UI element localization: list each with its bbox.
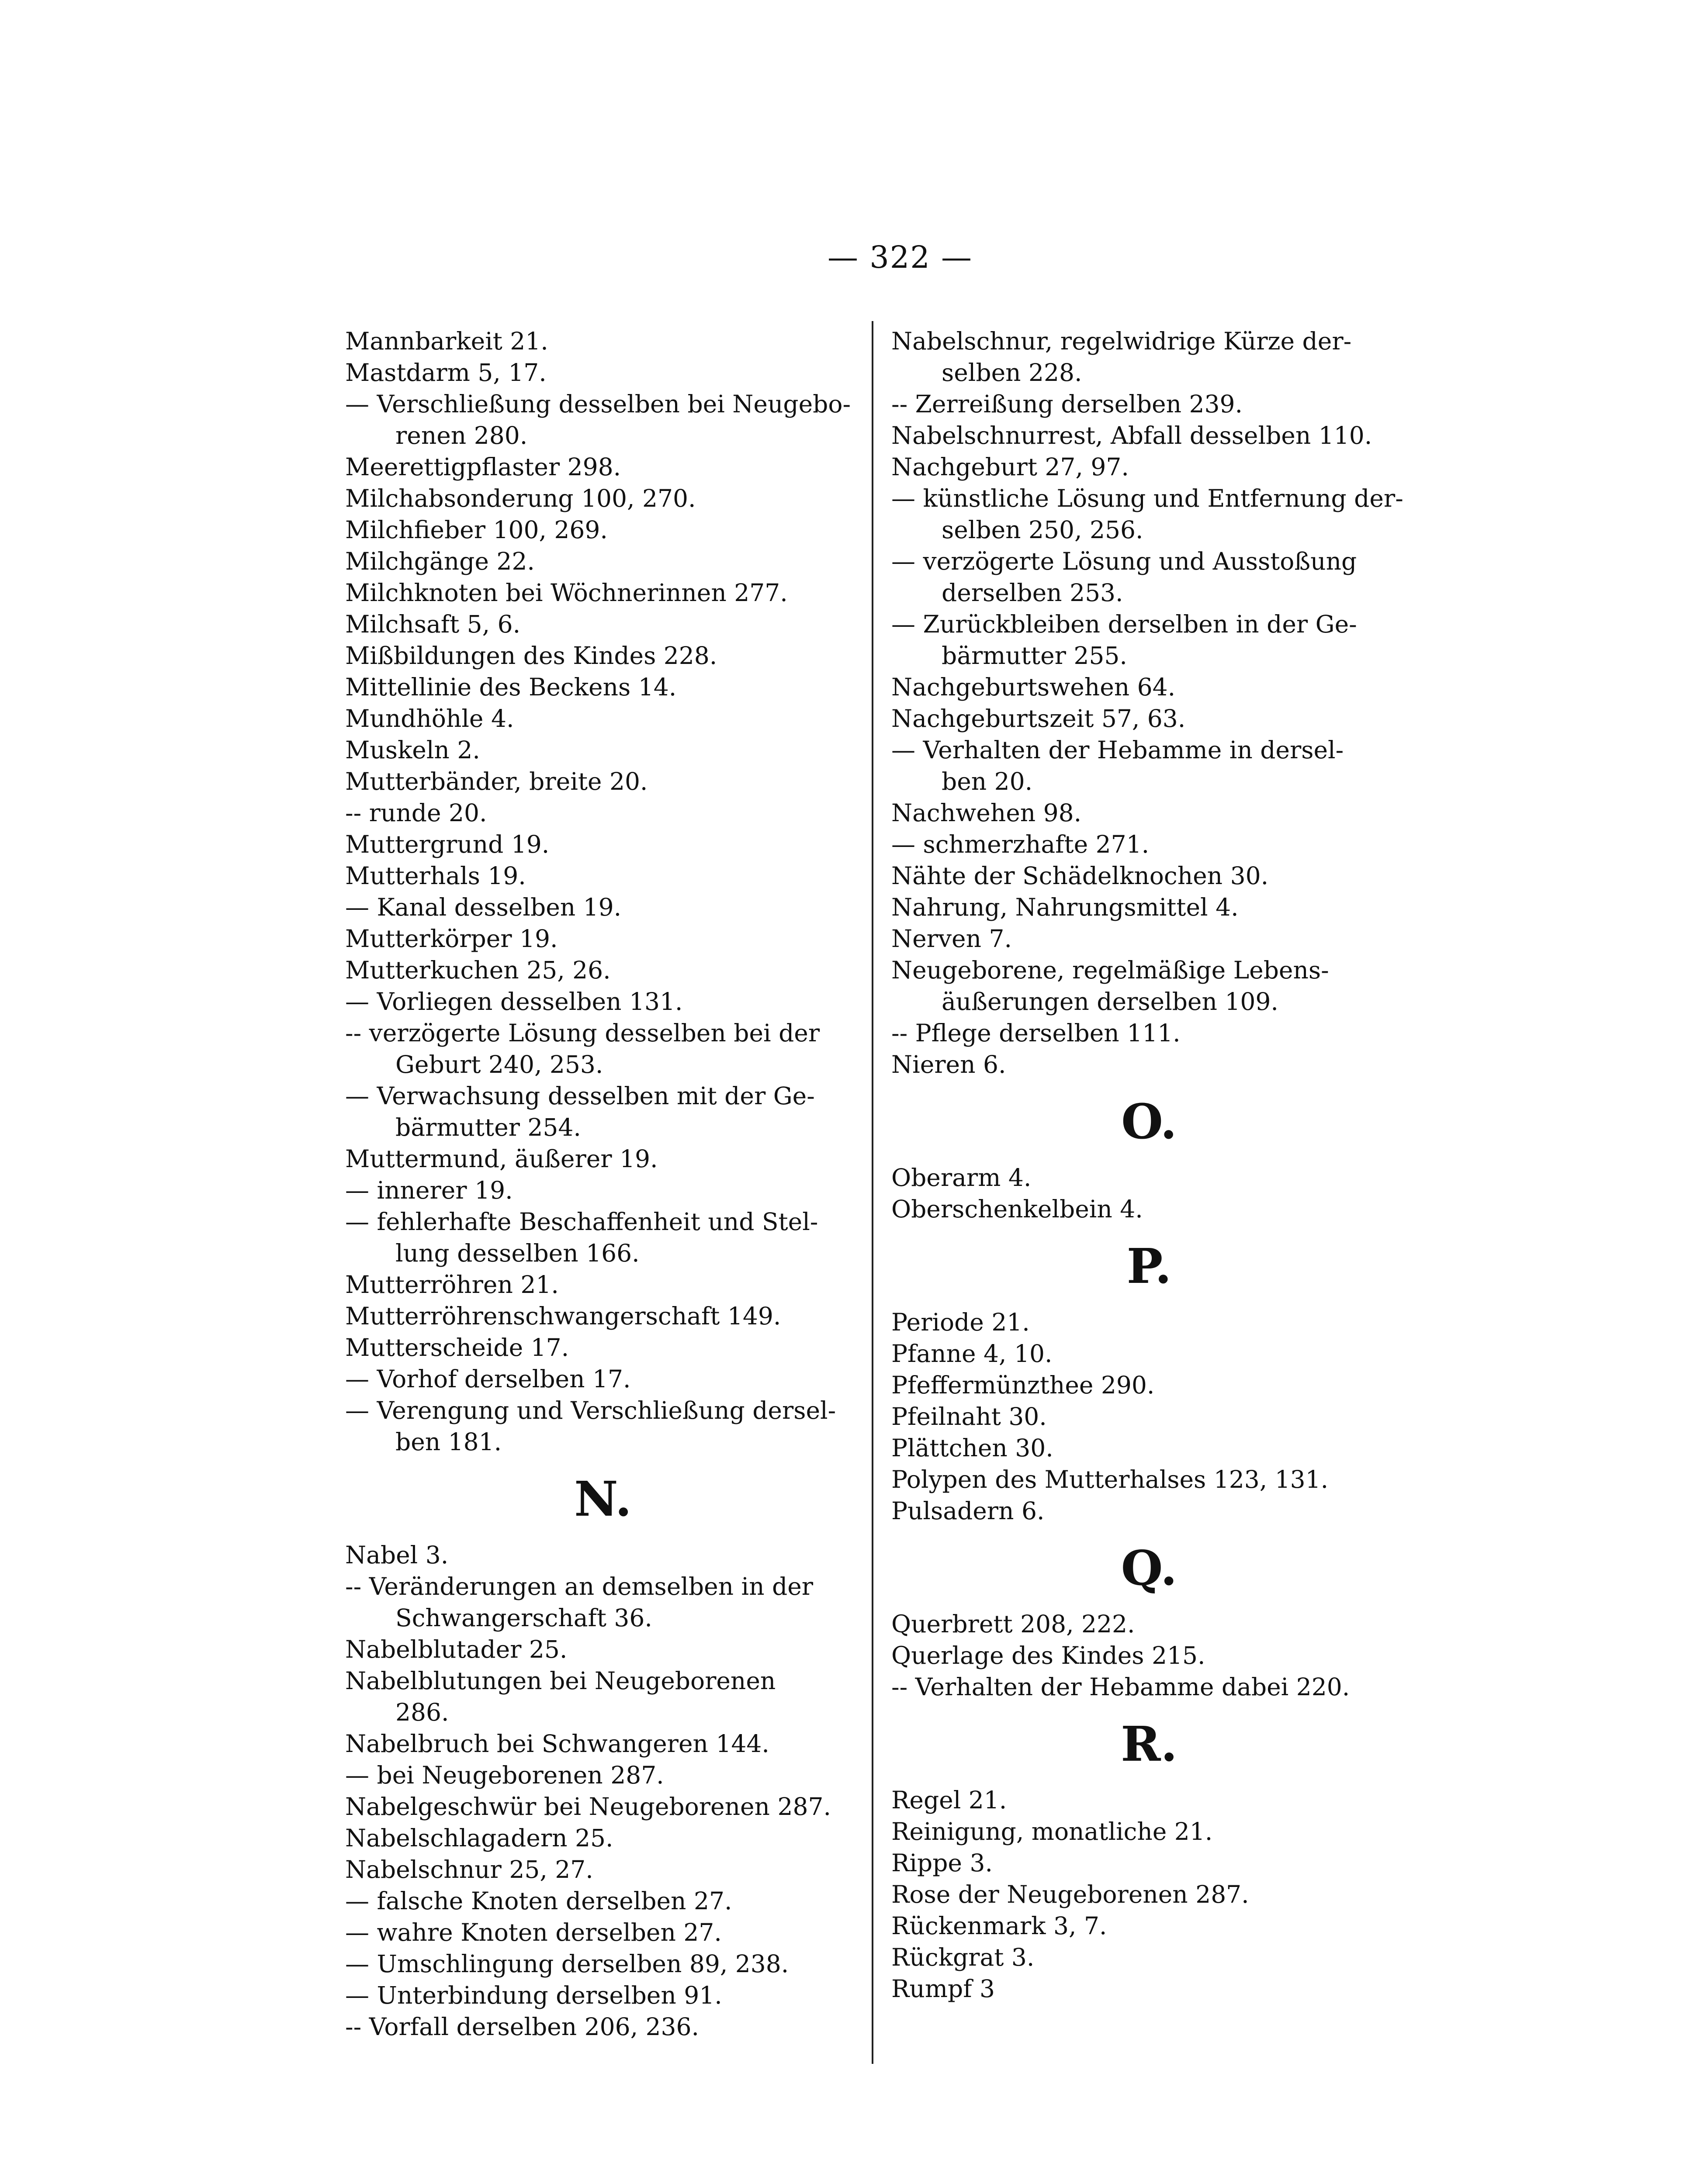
- index-entry-continuation: renen 280.: [395, 422, 528, 449]
- index-entry: Milchsaft 5, 6.: [345, 610, 521, 638]
- index-entry: Mutterhals 19.: [345, 862, 526, 890]
- index-entry: Rippe 3.: [891, 1849, 993, 1877]
- index-entry-continuation: selben 250, 256.: [942, 516, 1143, 544]
- index-column-right: [891, 325, 1407, 2004]
- index-entry: -- Pflege derselben 111.: [891, 1019, 1181, 1047]
- index-entry: Rumpf 3: [891, 1975, 995, 2003]
- index-entry: — Kanal desselben 19.: [345, 893, 622, 921]
- index-entry: Mutterröhrenschwangerschaft 149.: [345, 1302, 781, 1330]
- index-entry: Mundhöhle 4.: [345, 705, 514, 733]
- index-entry: Rückgrat 3.: [891, 1943, 1035, 1971]
- index-entry: Nabelgeschwür bei Neugeborenen 287.: [345, 1793, 831, 1821]
- column-divider: [872, 321, 873, 2064]
- section-letter-heading: O.: [1121, 1093, 1177, 1150]
- index-entry: — wahre Knoten derselben 27.: [345, 1918, 722, 1946]
- index-entry: Nachgeburtswehen 64.: [891, 673, 1176, 701]
- index-entry: Querlage des Kindes 215.: [891, 1641, 1205, 1669]
- index-entry: — Unterbindung derselben 91.: [345, 1981, 722, 2009]
- index-entry: Mutterkuchen 25, 26.: [345, 956, 611, 984]
- index-entry: -- Vorfall derselben 206, 236.: [345, 2013, 700, 2041]
- index-entry: Rose der Neugeborenen 287.: [891, 1880, 1249, 1908]
- index-entry: Mißbildungen des Kindes 228.: [345, 642, 717, 670]
- index-entry: Nachwehen 98.: [891, 799, 1082, 827]
- index-entry-continuation: ben 20.: [942, 767, 1033, 795]
- index-entry: Mutterbänder, breite 20.: [345, 767, 648, 795]
- index-entry-continuation: Schwangerschaft 36.: [395, 1604, 652, 1632]
- section-letter-heading: P.: [1126, 1238, 1172, 1294]
- index-entry: — fehlerhafte Beschaffenheit und Stel-: [345, 1208, 818, 1236]
- index-entry: Nabelschnur 25, 27.: [345, 1856, 593, 1883]
- index-entry: Nieren 6.: [891, 1051, 1006, 1078]
- index-entry: Nachgeburt 27, 97.: [891, 453, 1129, 481]
- index-entry: Querbrett 208, 222.: [891, 1610, 1135, 1638]
- index-entry: Nerven 7.: [891, 925, 1012, 953]
- index-entry: Rückenmark 3, 7.: [891, 1912, 1107, 1940]
- index-entry: Nähte der Schädelknochen 30.: [891, 862, 1269, 890]
- index-entry: Regel 21.: [891, 1786, 1007, 1814]
- page-number: — 322 —: [827, 239, 973, 275]
- index-entry: Mannbarkeit 21.: [345, 327, 548, 355]
- index-entry: Pfanne 4, 10.: [891, 1340, 1053, 1368]
- index-entry: Oberschenkelbein 4.: [891, 1195, 1143, 1223]
- index-entry: — Verwachsung desselben mit der Ge-: [345, 1082, 815, 1110]
- index-entry: — schmerzhafte 271.: [891, 830, 1150, 858]
- index-entry: Milchgänge 22.: [345, 547, 535, 575]
- index-entry: Mastdarm 5, 17.: [345, 359, 547, 387]
- index-entry: Milchabsonderung 100, 270.: [345, 484, 696, 512]
- index-entry: — Zurückbleiben derselben in der Ge-: [891, 610, 1357, 638]
- index-entry: Nabelblutader 25.: [345, 1635, 568, 1663]
- index-entry: Nabel 3.: [345, 1541, 449, 1569]
- index-entry: -- Verhalten der Hebamme dabei 220.: [891, 1673, 1350, 1701]
- index-entry-continuation: derselben 253.: [942, 579, 1123, 607]
- index-entry-continuation: bärmutter 254.: [395, 1113, 581, 1141]
- index-entry: Plättchen 30.: [891, 1434, 1053, 1462]
- index-entry: Reinigung, monatliche 21.: [891, 1818, 1213, 1845]
- index-entry: Nabelbruch bei Schwangeren 144.: [345, 1730, 769, 1758]
- index-entry: — falsche Knoten derselben 27.: [345, 1887, 732, 1915]
- index-entry-continuation: 286.: [395, 1698, 449, 1726]
- index-entry: Meerettigpflaster 298.: [345, 453, 621, 481]
- index-entry: Pfeffermünzthee 290.: [891, 1371, 1155, 1399]
- index-entry: — künstliche Lösung und Entfernung der-: [891, 484, 1403, 512]
- index-entry: Milchfieber 100, 269.: [345, 516, 608, 544]
- index-entry: Nabelschnurrest, Abfall desselben 110.: [891, 422, 1372, 449]
- index-entry: Nahrung, Nahrungsmittel 4.: [891, 893, 1239, 921]
- index-entry: — innerer 19.: [345, 1176, 513, 1204]
- section-letter-heading: Q.: [1121, 1540, 1178, 1596]
- index-entry: -- Zerreißung derselben 239.: [891, 390, 1243, 418]
- index-entry: Oberarm 4.: [891, 1164, 1032, 1192]
- index-entry: — verzögerte Lösung und Ausstoßung: [891, 547, 1357, 575]
- index-entry: Muttermund, äußerer 19.: [345, 1145, 658, 1173]
- index-entry: — Verschließung desselben bei Neugebo-: [345, 390, 851, 418]
- index-entry: — bei Neugeborenen 287.: [345, 1761, 664, 1789]
- index-entry: Periode 21.: [891, 1308, 1030, 1336]
- index-entry-continuation: Geburt 240, 253.: [395, 1051, 603, 1078]
- index-entry: Mittellinie des Beckens 14.: [345, 673, 677, 701]
- index-entry: Mutterröhren 21.: [345, 1271, 559, 1299]
- index-entry: — Umschlingung derselben 89, 238.: [345, 1950, 789, 1978]
- index-entry: Neugeborene, regelmäßige Lebens-: [891, 956, 1329, 984]
- index-entry: Mutterscheide 17.: [345, 1334, 569, 1362]
- index-entry: Pfeilnaht 30.: [891, 1403, 1047, 1431]
- index-entry-continuation: äußerungen derselben 109.: [942, 988, 1278, 1016]
- index-entry: Polypen des Mutterhalses 123, 131.: [891, 1465, 1329, 1493]
- index-entry-continuation: bärmutter 255.: [942, 642, 1127, 670]
- index-entry: Mutterkörper 19.: [345, 925, 558, 953]
- section-letter-heading: N.: [574, 1471, 632, 1527]
- index-entry: -- Veränderungen an demselben in der: [345, 1572, 814, 1600]
- index-entry: — Verengung und Verschließung dersel-: [345, 1396, 836, 1424]
- index-entry: — Verhalten der Hebamme in dersel-: [891, 736, 1344, 764]
- index-entry: — Vorliegen desselben 131.: [345, 988, 683, 1016]
- index-entry-continuation: lung desselben 166.: [395, 1239, 640, 1267]
- index-entry: -- runde 20.: [345, 799, 487, 827]
- index-entry: Nabelschnur, regelwidrige Kürze der-: [891, 327, 1352, 355]
- index-entry: — Vorhof derselben 17.: [345, 1365, 631, 1393]
- index-entry: -- verzögerte Lösung desselben bei der: [345, 1019, 820, 1047]
- index-entry: Nabelschlagadern 25.: [345, 1824, 613, 1852]
- index-entry-continuation: selben 228.: [942, 359, 1082, 387]
- index-entry: Muttergrund 19.: [345, 830, 550, 858]
- index-entry: Nachgeburtszeit 57, 63.: [891, 705, 1186, 733]
- index-column-left: [345, 325, 861, 2042]
- index-entry: Muskeln 2.: [345, 736, 480, 764]
- index-entry-continuation: ben 181.: [395, 1428, 502, 1456]
- index-entry: Milchknoten bei Wöchnerinnen 277.: [345, 579, 788, 607]
- index-entry: Nabelblutungen bei Neugeborenen: [345, 1667, 776, 1695]
- index-entry: Pulsadern 6.: [891, 1497, 1045, 1525]
- section-letter-heading: R.: [1121, 1716, 1178, 1772]
